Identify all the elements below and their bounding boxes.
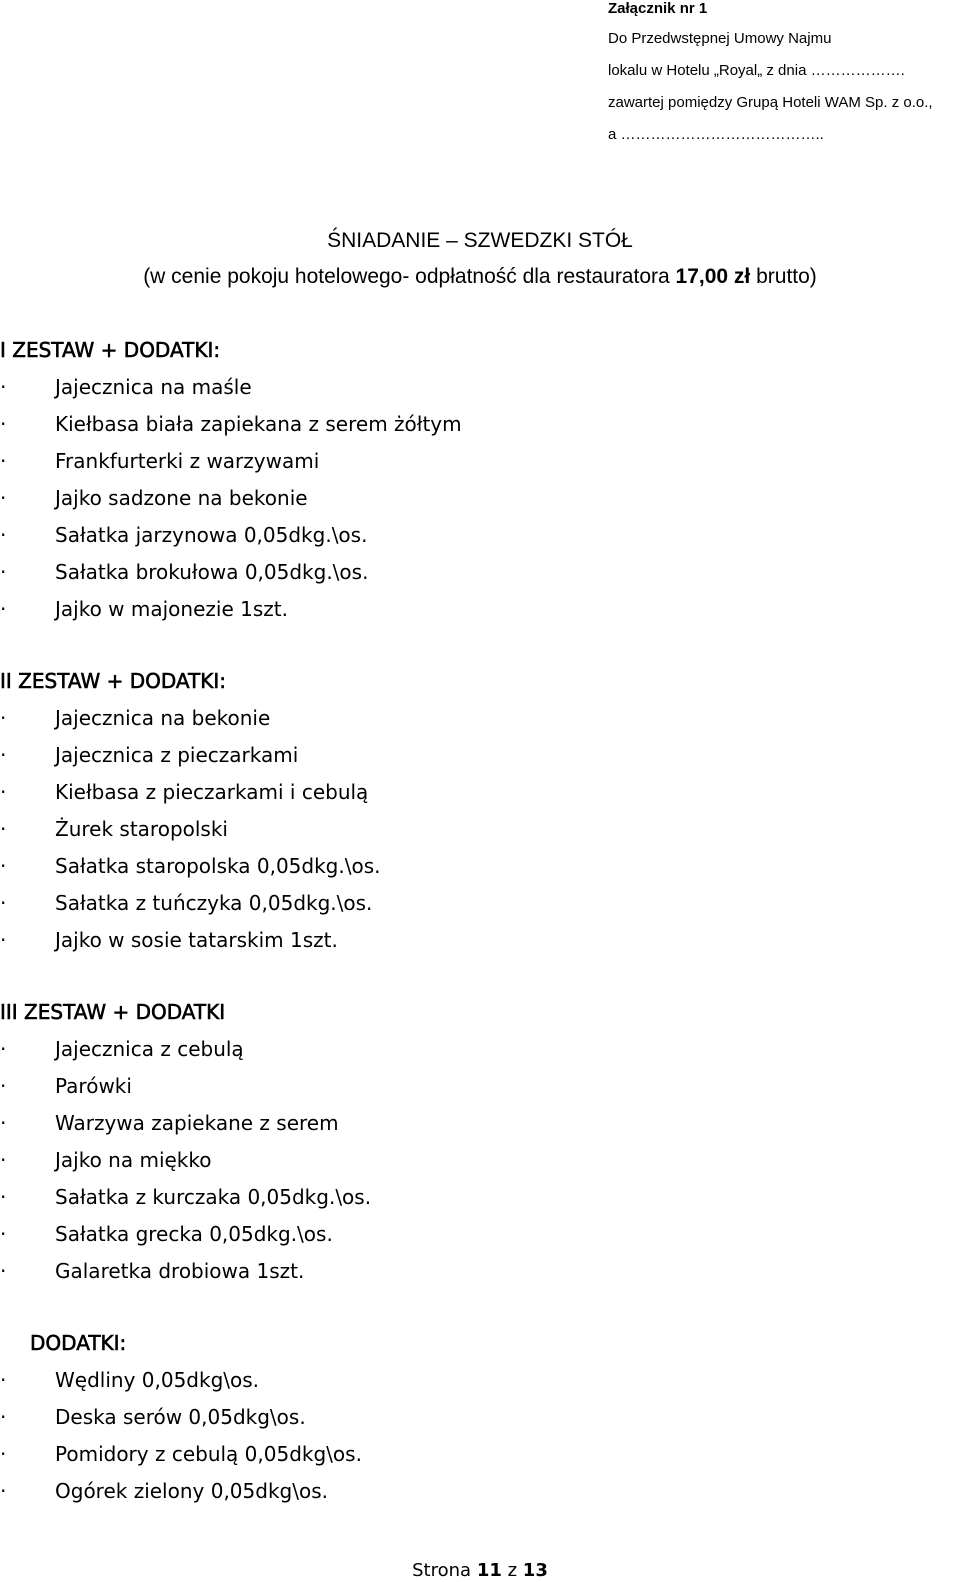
annex-line-2: lokalu w Hotelu „Royal„ z dnia ………………. bbox=[608, 62, 905, 79]
annex-header bbox=[608, 0, 958, 158]
document-subtitle bbox=[0, 262, 960, 292]
bullet-icon: · bbox=[0, 486, 7, 510]
list-item-text: Jajko na miękko bbox=[55, 1148, 212, 1172]
list-item-text: Jajecznica na bekonie bbox=[55, 706, 271, 730]
bullet-icon: · bbox=[0, 1405, 7, 1429]
list-item-text: Ogórek zielony 0,05dkg\os. bbox=[55, 1479, 328, 1503]
section-heading-2: II ZESTAW + DODATKI: bbox=[0, 669, 226, 693]
list-item-text: Jajko sadzone na bekonie bbox=[55, 486, 308, 510]
list-item-text: Pomidory z cebulą 0,05dkg\os. bbox=[55, 1442, 362, 1466]
bullet-icon: · bbox=[0, 560, 7, 584]
list-item-text: Wędliny 0,05dkg\os. bbox=[55, 1368, 260, 1392]
section-heading-1: I ZESTAW + DODATKI: bbox=[0, 338, 221, 362]
document-title: ŚNIADANIE – SZWEDZKI STÓŁ bbox=[327, 229, 633, 252]
annex-line-4: a ………………………………….. bbox=[608, 126, 824, 143]
bullet-icon: · bbox=[0, 1259, 7, 1283]
list-item-text: Sałatka brokułowa 0,05dkg.\os. bbox=[55, 560, 369, 584]
bullet-icon: · bbox=[0, 1368, 7, 1392]
bullet-icon: · bbox=[0, 706, 7, 730]
list-item-text: Kiełbasa biała zapiekana z serem żółtym bbox=[55, 412, 462, 436]
page-label: Strona bbox=[412, 1560, 472, 1581]
bullet-icon: · bbox=[0, 891, 7, 915]
document-title-block bbox=[0, 228, 960, 292]
list-item-text: Parówki bbox=[55, 1074, 132, 1098]
list-item-text: Jajecznica z pieczarkami bbox=[55, 743, 299, 767]
annex-line-1: Do Przedwstępnej Umowy Najmu bbox=[608, 30, 832, 47]
list-item-text: Jajko w sosie tatarskim 1szt. bbox=[55, 928, 338, 952]
bullet-icon: · bbox=[0, 1185, 7, 1209]
bullet-icon: · bbox=[0, 449, 7, 473]
subtitle-text-before: (w cenie pokoju hotelowego- odpłatność dla restauratora bbox=[143, 265, 670, 288]
bullet-icon: · bbox=[0, 928, 7, 952]
bullet-icon: · bbox=[0, 1037, 7, 1061]
bullet-icon: · bbox=[0, 1442, 7, 1466]
list-item-text: Jajecznica na maśle bbox=[55, 375, 252, 399]
annex-title: Załącznik nr 1 bbox=[608, 0, 708, 17]
list-item-text: Kiełbasa z pieczarkami i cebulą bbox=[55, 780, 369, 804]
subtitle-price: 17,00 zł bbox=[675, 265, 751, 288]
list-item-text: Sałatka grecka 0,05dkg.\os. bbox=[55, 1222, 333, 1246]
bullet-icon: · bbox=[0, 523, 7, 547]
list-item-text: Sałatka jarzynowa 0,05dkg.\os. bbox=[55, 523, 368, 547]
list-item-text: Sałatka z kurczaka 0,05dkg.\os. bbox=[55, 1185, 372, 1209]
page-number-footer bbox=[0, 1560, 960, 1582]
bullet-icon: · bbox=[0, 780, 7, 804]
bullet-icon: · bbox=[0, 412, 7, 436]
list-item-text: Sałatka staropolska 0,05dkg.\os. bbox=[55, 854, 381, 878]
bullet-icon: · bbox=[0, 817, 7, 841]
list-item-text: Żurek staropolski bbox=[55, 817, 228, 841]
list-item-text: Warzywa zapiekane z serem bbox=[55, 1111, 339, 1135]
bullet-icon: · bbox=[0, 1479, 7, 1503]
bullet-icon: · bbox=[0, 1222, 7, 1246]
bullet-icon: · bbox=[0, 1111, 7, 1135]
page-separator: z bbox=[507, 1560, 518, 1581]
section-heading-additions: DODATKI: bbox=[30, 1331, 127, 1355]
list-item-text: Jajko w majonezie 1szt. bbox=[55, 597, 288, 621]
bullet-icon: · bbox=[0, 1148, 7, 1172]
list-item-text: Sałatka z tuńczyka 0,05dkg.\os. bbox=[55, 891, 373, 915]
list-item-text: Deska serów 0,05dkg\os. bbox=[55, 1405, 306, 1429]
total-page-count: 13 bbox=[522, 1560, 548, 1581]
list-item-text: Frankfurterki z warzywami bbox=[55, 449, 320, 473]
list-item-text: Jajecznica z cebulą bbox=[55, 1037, 244, 1061]
bullet-icon: · bbox=[0, 375, 7, 399]
subtitle-text-after: brutto) bbox=[756, 265, 817, 288]
list-item-text: Galaretka drobiowa 1szt. bbox=[55, 1259, 305, 1283]
section-heading-3: III ZESTAW + DODATKI bbox=[0, 1000, 226, 1024]
bullet-icon: · bbox=[0, 597, 7, 621]
annex-line-3: zawartej pomiędzy Grupą Hoteli WAM Sp. z o.o., bbox=[608, 94, 933, 111]
bullet-icon: · bbox=[0, 743, 7, 767]
bullet-icon: · bbox=[0, 854, 7, 878]
current-page-number: 11 bbox=[476, 1560, 502, 1581]
bullet-icon: · bbox=[0, 1074, 7, 1098]
